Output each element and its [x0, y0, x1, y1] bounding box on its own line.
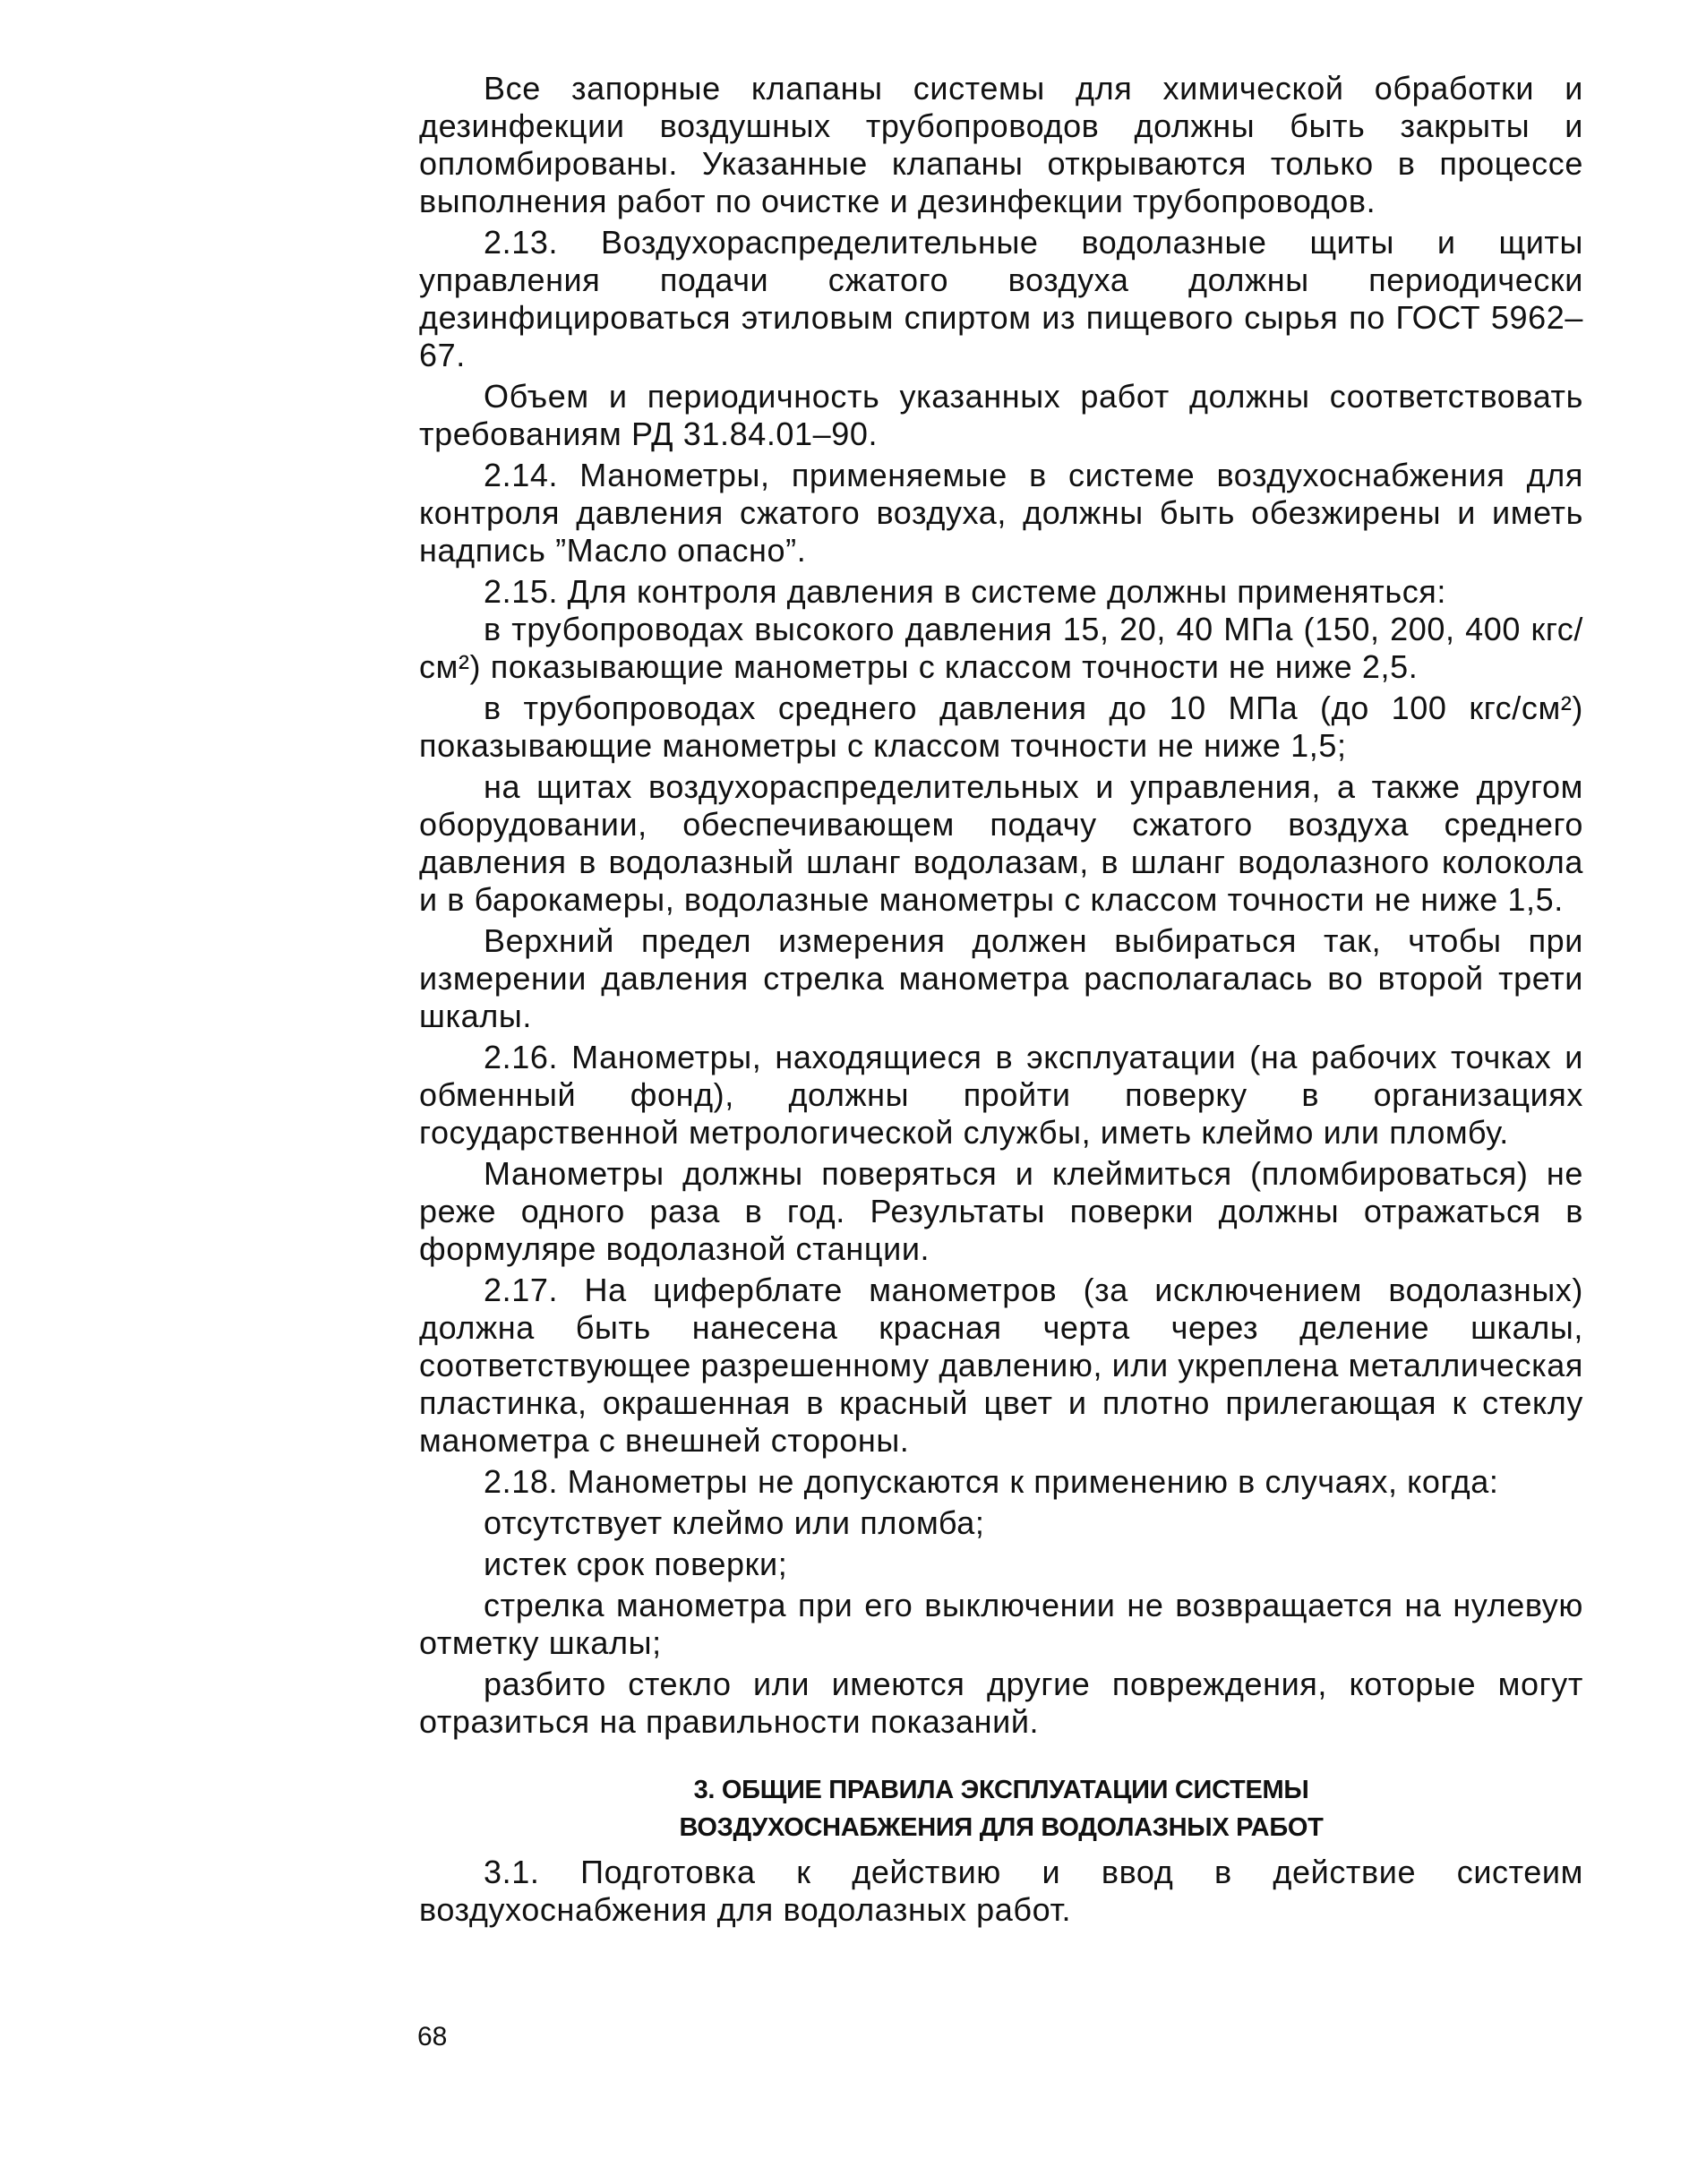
- list-item: разбито стекло или имеются другие повреждения, которые могут отразиться на правильности показаний.: [419, 1666, 1583, 1740]
- paragraph-2-16: 2.16. Манометры, находящиеся в эксплуатации (на рабочих точках и обменный фонд), должны пройти поверку в организациях государственной метрологической службы, иметь клеймо или пломбу.: [419, 1039, 1583, 1151]
- paragraph: Манометры должны поверяться и клеймиться (пломбироваться) не реже одного раза в год. Результаты поверки должны отражаться в формуляре водолазной станции.: [419, 1155, 1583, 1267]
- list-item: отсутствует клеймо или пломба;: [484, 1504, 985, 1541]
- paragraph: в трубопроводах среднего давления до 10 МПа (до 100 кгс/см²) показывающие манометры с классом точности не ниже 1,5;: [419, 689, 1583, 764]
- paragraph: на щитах воздухораспределительных и управления, а также другом оборудовании, обеспечивающем подачу сжатого воздуха среднего давления в водолазный шланг водолазам, в шланг водолазного колокола и в барокамеры, водолазные манометры с классом точности не ниже 1,5.: [419, 768, 1583, 918]
- paragraph-3-1: 3.1. Подготовка к действию и ввод в действие систеим воздухоснабжения для водолазных работ.: [419, 1854, 1583, 1928]
- paragraph-2-17: 2.17. На циферблате манометров (за исключением водолазных) должна быть нанесена красная черта через деление шкалы, соответствующее разрешенному давлению, или укреплена металлическая пластинка, окрашенная в красный цвет и плотно прилегающая к стеклу манометра с внешней стороны.: [419, 1272, 1583, 1459]
- document-page: [419, 70, 1583, 1929]
- paragraph: Объем и периодичность указанных работ должны соответствовать требованиям РД 31.84.01–90.: [419, 378, 1583, 452]
- list-item: истек срок поверки;: [484, 1546, 788, 1582]
- paragraph-2-13: 2.13. Воздухораспределительные водолазные щиты и щиты управления подачи сжатого воздуха должны периодически дезинфицироваться этиловым спиртом из пищевого сырья по ГОСТ 5962–67.: [419, 224, 1583, 373]
- paragraph: Все запорные клапаны системы для химической обработки и дезинфекции воздушных трубопроводов должны быть закрыты и опломбированы. Указанные клапаны открываются только в процессе выполнения работ по очистке и дезинфекции трубопроводов.: [419, 70, 1583, 219]
- paragraph-2-14: 2.14. Манометры, применяемые в системе воздухоснабжения для контроля давления сжатого воздуха, должны быть обезжирены и иметь надпись ”Масло опасно”.: [419, 457, 1583, 569]
- paragraph: Верхний предел измерения должен выбираться так, чтобы при измерении давления стрелка манометра располагалась во второй трети шкалы.: [419, 922, 1583, 1034]
- page-number: 68: [417, 2022, 448, 2051]
- section-heading: [419, 1771, 1583, 1846]
- section-heading-line: ВОЗДУХОСНАБЖЕНИЯ ДЛЯ ВОДОЛАЗНЫХ РАБОТ: [679, 1813, 1324, 1842]
- paragraph-2-15: 2.15. Для контроля давления в системе должны применяться:: [484, 573, 1447, 610]
- paragraph-2-18: 2.18. Манометры не допускаются к применению в случаях, когда:: [484, 1463, 1499, 1500]
- section-heading-line: 3. ОБЩИЕ ПРАВИЛА ЭКСПЛУАТАЦИИ СИСТЕМЫ: [693, 1776, 1309, 1804]
- list-item: стрелка манометра при его выключении не возвращается на нулевую отметку шкалы;: [419, 1587, 1583, 1661]
- paragraph: в трубопроводах высокого давления 15, 20, 40 МПа (150, 200, 400 кгс/см²) показывающие манометры с классом точности не ниже 2,5.: [419, 611, 1583, 685]
